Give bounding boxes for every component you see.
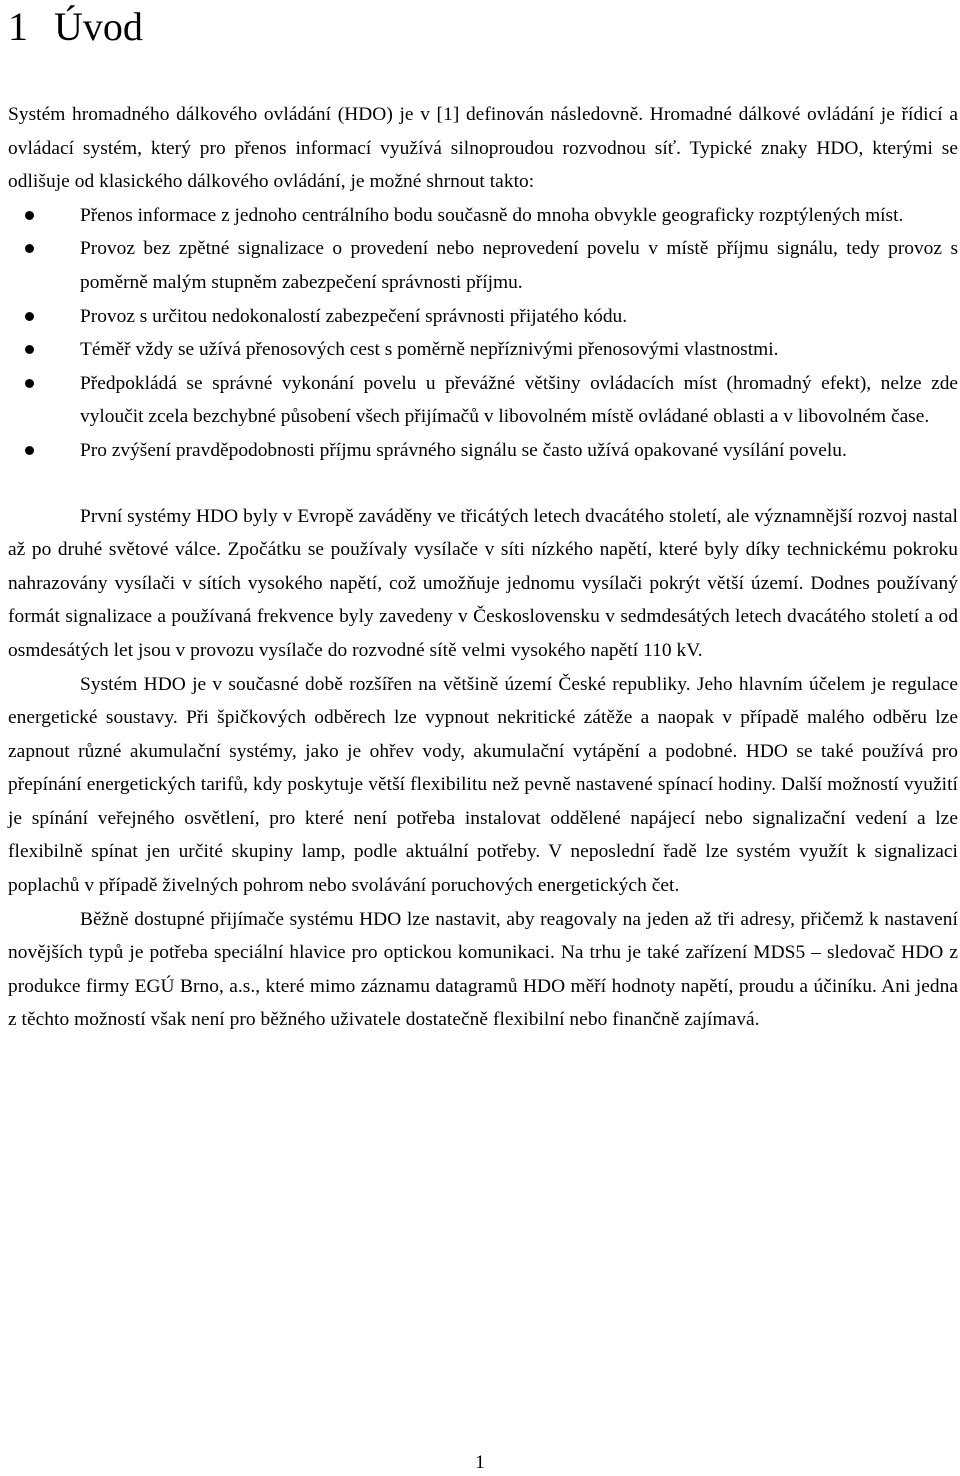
section-title: Úvod: [54, 4, 143, 49]
body-paragraph: První systémy HDO byly v Evropě zaváděny ve třicátých letech dvacátého století, ale významnější rozvoj nastal až po druhé světové válce. Zpočátku se používaly vysílače v síti nízkého napětí, které byly díky technickému pokroku nahrazovány vysílači v sítích vysokého napětí, což umožňuje jednomu vysílači pokrýt větší území. Dodnes používaný formát signalizace a používaná frekvence byly zavedeny v Československu v sedmdesátých letech dvacátého století a od osmdesátých let jsou v provozu vysílače do rozvodné sítě velmi vysokého napětí 110 kV.: [8, 505, 958, 661]
body-paragraph: Běžně dostupné přijímače systému HDO lze nastavit, aby reagovaly na jeden až tři adresy, přičemž k nastavení novějších typů je potřeba speciální hlavice pro optickou komunikaci. Na trhu je také zařízení MDS5 – sledovač HDO z produkce firmy EGÚ Brno, a.s., které mimo záznamu datagramů HDO měří hodnoty napětí, proudu a účiníku. Ani jedna z těchto možností však není pro běžného uživatele dostatečně flexibilní nebo finančně zajímavá.: [8, 908, 958, 1031]
list-item-text: Téměř vždy se užívá přenosových cest s poměrně nepříznivými přenosovými vlastnostmi.: [80, 339, 779, 361]
list-item-text: Předpokládá se správné vykonání povelu u převážné většiny ovládacích míst (hromadný efekt), nelze zde vyloučit zcela bezchybné působení všech přijímačů v libovolném místě ovládané oblasti a v libovolném čase.: [80, 372, 958, 428]
list-item: [8, 300, 958, 334]
bullet-icon: [25, 211, 34, 220]
section-heading: [8, 0, 958, 50]
body-paragraph: Systém HDO je v současné době rozšířen na většině území České republiky. Jeho hlavním účelem je regulace energetické soustavy. Při špičkových odběrech lze vypnout nekritické zátěže a naopak v případě malého odběru lze zapnout různé akumulační systémy, jako je ohřev vody, akumulační vytápění a podobné. HDO se také používá pro přepínání energetických tarifů, kdy poskytuje větší flexibilitu než pevně nastavené spínací hodiny. Další možností využití je spínání veřejného osvětlení, pro které není potřeba instalovat oddělené napájecí nebo signalizační vedení a lze flexibilně spínat jen určité skupiny lamp, podle aktuální potřeby. V neposlední řadě lze systém využít k signalizaci poplachů v případě živelných pohrom nebo svolávání poruchových energetických čet.: [8, 673, 958, 897]
list-item: [8, 434, 958, 468]
bullet-icon: [25, 244, 34, 253]
list-item-text: Přenos informace z jednoho centrálního bodu současně do mnoha obvykle geograficky rozptýlených míst.: [80, 204, 904, 226]
bullet-icon: [25, 379, 34, 388]
bullet-icon: [25, 446, 34, 455]
list-item: [8, 199, 958, 233]
section-number: 1: [8, 4, 28, 49]
intro-paragraph: Systém hromadného dálkového ovládání (HDO) je v [1] definován následovně. Hromadné dálkové ovládání je řídicí a ovládací systém, který pro přenos informací využívá silnoproudou rozvodnou síť. Typické znaky HDO, kterými se odlišuje od klasického dálkového ovládání, je možné shrnout takto:: [8, 104, 958, 193]
list-item-text: Provoz bez zpětné signalizace o provedení nebo neprovedení povelu v místě příjmu signálu, tedy provoz s poměrně malým stupněm zabezpečení správnosti příjmu.: [80, 238, 958, 293]
document-page: [8, 0, 958, 1037]
list-item: [8, 333, 958, 367]
list-item-text: Provoz s určitou nedokonalostí zabezpečení správnosti přijatého kódu.: [80, 305, 628, 327]
list-item-text: Pro zvýšení pravděpodobnosti příjmu správného signálu se často užívá opakované vysílání povelu.: [80, 439, 847, 461]
list-item: [8, 367, 958, 434]
page-number: 1: [475, 1452, 485, 1473]
characteristics-list: [8, 199, 958, 468]
bullet-icon: [25, 345, 34, 354]
list-item: [8, 232, 958, 299]
bullet-icon: [25, 312, 34, 321]
